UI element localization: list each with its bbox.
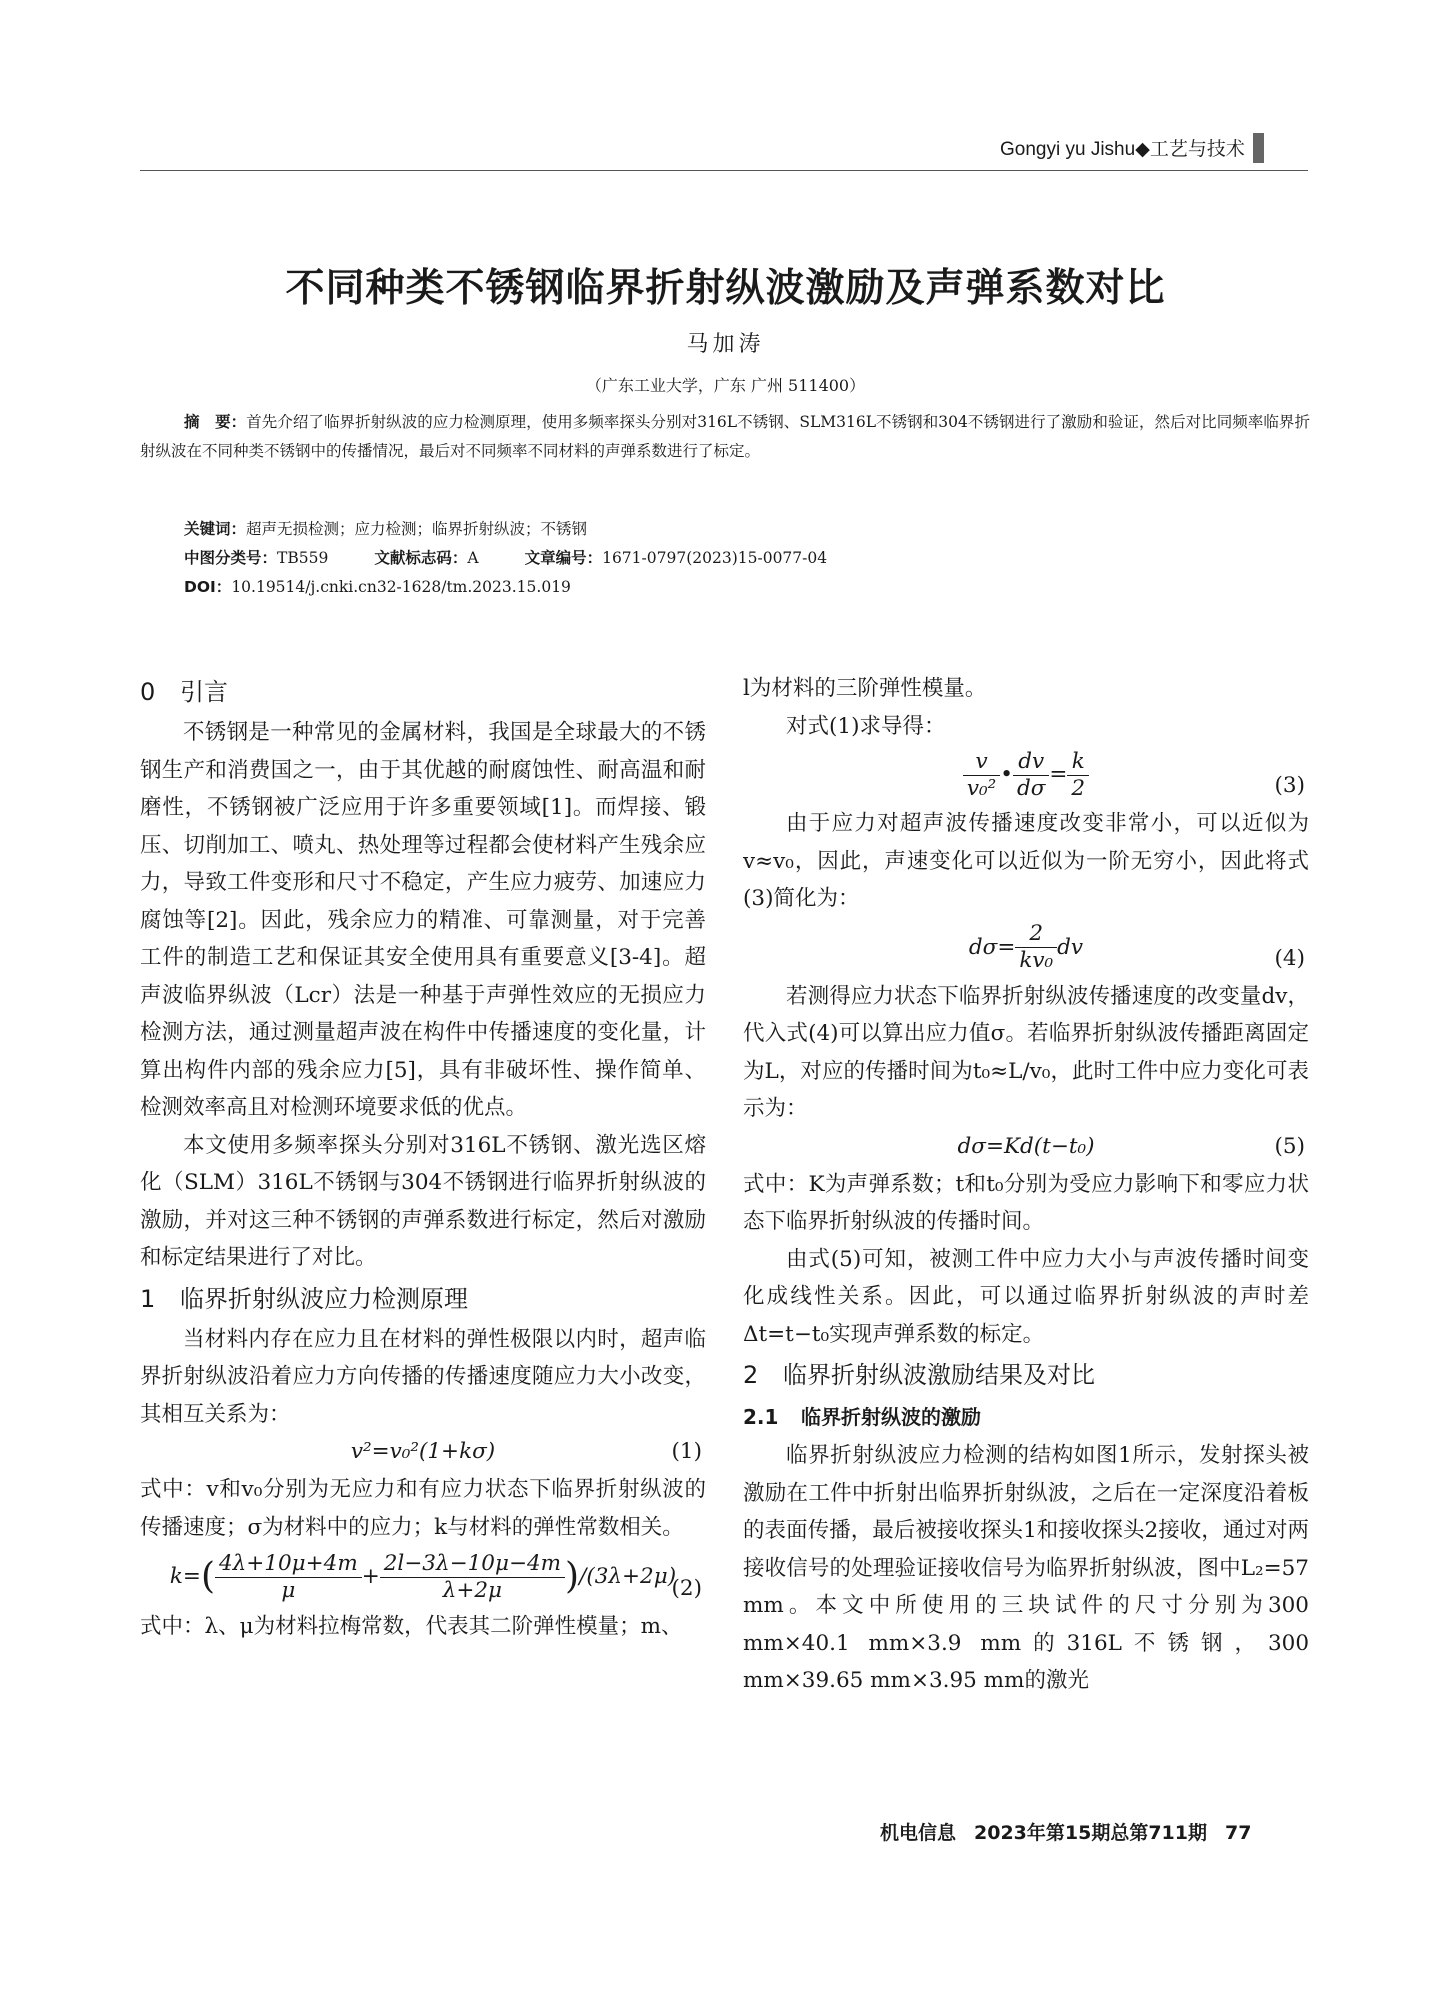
doc-code-label: 文献标志码： xyxy=(374,549,468,567)
paragraph: 式中：K为声弹系数；t和t₀分别为受应力影响下和零应力状态下临界折射纵波的传播时间。 xyxy=(743,1171,1309,1234)
section-heading xyxy=(743,1353,1309,1397)
fraction-numerator: v xyxy=(963,749,1000,776)
paragraph: 不锈钢是一种常见的金属材料，我国是全球最大的不锈钢生产和消费国之一，由于其优越的耐腐蚀性、耐高温和耐磨性，不锈钢被广泛应用于许多重要领域[1]。而焊接、锻压、切削加工、喷丸、热处理等过程都会使材料产生残余应力，导致工件变形和尺寸不稳定，产生应力疲劳、加速应力腐蚀等[2]。因此，残余应力的精准、可靠测量，对于完善工件的制造工艺和保证其安全使用具有重要意义[3-4]。超声波临界纵波（Lcr）法是一种基于声弹性效应的无损应力检测方法，通过测量超声波在构件中传播速度的变化量，计算出构件内部的残余应力[5]，具有非破坏性、操作简单、检测效率高且对检测环境要求低的优点。 xyxy=(140,720,706,1120)
doi-value: 10.19514/j.cnki.cn32-1628/tm.2023.15.019 xyxy=(231,578,571,596)
fraction-denominator: λ+2μ xyxy=(442,1577,503,1603)
abstract xyxy=(140,408,1310,466)
clc-value: TB559 xyxy=(277,549,329,567)
paragraph: 临界折射纵波应力检测的结构如图1所示，发射探头被激励在工件中折射出临界折射纵波，之后在一定深度沿着板的表面传播，最后被接收探头1和接收探头2接收，通过对两接收信号的处理验证接收信号为临界折射纵波，图中L₂=57 mm。本文中所使用的三块试件的尺寸分别为300 mm×40.1 mm×3.9 mm的316L不锈钢，300 mm×39.65 mm×3.95 mm的激光 xyxy=(743,1443,1309,1693)
article-no-value: 1671-0797(2023)15-0077-04 xyxy=(602,549,828,567)
abstract-text: 首先介绍了临界折射纵波的应力检测原理，使用多频率探头分别对316L不锈钢、SLM316L不锈钢和304不锈钢进行了激励和验证，然后对比同频率临界折射纵波在不同种类不锈钢中的传播情况，最后对不同频率不同材料的声弹系数进行了标定。 xyxy=(140,413,1310,460)
doc-code-value: A xyxy=(467,549,479,567)
equation-lhs: k= xyxy=(169,1564,201,1589)
section-title: 临界折射纵波应力检测原理 xyxy=(180,1284,468,1313)
classification-line xyxy=(140,544,1310,573)
paragraph: 当材料内存在应力且在材料的弹性极限以内时，超声临界折射纵波沿着应力方向传播的传播速度随应力大小改变，其相互关系为： xyxy=(140,1326,706,1427)
equals-sign: = xyxy=(1049,762,1068,787)
paragraph: 本文使用多频率探头分别对316L不锈钢、激光选区熔化（SLM）316L不锈钢与304不锈钢进行临界折射纵波的激励，并对这三种不锈钢的声弹系数进行标定，然后对激励和标定结果进行了对比。 xyxy=(140,1132,706,1270)
journal-name: 机电信息 xyxy=(880,1822,957,1844)
issue-info: 2023年第15期总第711期 xyxy=(974,1822,1207,1844)
fraction-denominator: μ xyxy=(281,1577,296,1603)
running-header xyxy=(1000,133,1264,163)
paragraph: 对式(1)求导得： xyxy=(786,713,946,739)
paragraph: 式中：v和v₀分别为无应力和有应力状态下临界折射纵波的传播速度；σ为材料中的应力；k与材料的弹性常数相关。 xyxy=(140,1477,706,1540)
doi-line xyxy=(140,573,1310,602)
header-rule xyxy=(140,170,1308,171)
paragraph: l为材料的三阶弹性模量。 xyxy=(743,676,987,701)
plus-sign: + xyxy=(361,1564,380,1589)
right-column xyxy=(743,670,1309,1700)
keywords xyxy=(140,515,1310,544)
equation-body: v²=v₀²(1+kσ) xyxy=(350,1439,496,1464)
section-title: 引言 xyxy=(180,678,228,706)
section-heading xyxy=(140,670,706,714)
author: 马加涛 xyxy=(686,332,765,357)
fraction-numerator: 4λ+10μ+4m xyxy=(215,1551,362,1578)
section-heading xyxy=(140,1277,706,1321)
equation-body: dσ=Kd(t−t₀) xyxy=(957,1133,1095,1159)
equation-number: (5) xyxy=(1274,1133,1305,1159)
page-footer xyxy=(880,1818,1251,1845)
left-paren-icon: ( xyxy=(200,1556,215,1597)
doi-label: DOI： xyxy=(184,578,232,596)
section-title: 临界折射纵波激励结果及对比 xyxy=(783,1361,1095,1389)
left-column xyxy=(140,670,706,1646)
equation-2 xyxy=(140,1548,706,1606)
article-no-label: 文章编号： xyxy=(524,549,603,567)
right-paren-icon: ) xyxy=(565,1556,580,1597)
subsection-title: 临界折射纵波的激励 xyxy=(801,1405,981,1429)
keywords-label: 关键词： xyxy=(184,520,247,538)
equation-3 xyxy=(743,747,1309,803)
page-number: 77 xyxy=(1225,1822,1252,1844)
equation-rhs: dv xyxy=(1057,934,1084,960)
equation-tail: /(3λ+2μ) xyxy=(579,1564,677,1589)
header-column: 工艺与技术 xyxy=(1149,139,1245,160)
equation-number: (2) xyxy=(671,1576,702,1601)
dot-operator: • xyxy=(1000,762,1013,787)
equation-5 xyxy=(743,1130,1309,1164)
header-bar-icon xyxy=(1253,133,1264,163)
paragraph: 式中：λ、μ为材料拉梅常数，代表其二阶弹性模量；m、 xyxy=(140,1614,683,1639)
fraction-numerator: 2l−3λ−10μ−4m xyxy=(380,1551,565,1578)
paragraph: 由于应力对超声波传播速度改变非常小，可以近似为v≈v₀，因此，声速变化可以近似为一阶无穷小，因此将式(3)简化为： xyxy=(743,811,1309,911)
section-number: 1 xyxy=(140,1284,156,1313)
fraction-denominator: kv₀ xyxy=(1019,948,1054,973)
fraction-denominator: v₀² xyxy=(966,775,997,801)
section-number: 2 xyxy=(743,1361,759,1389)
keywords-text: 超声无损检测；应力检测；临界折射纵波；不锈钢 xyxy=(246,520,588,538)
equation-4 xyxy=(743,920,1309,976)
diamond-icon: ◆ xyxy=(1135,139,1150,160)
section-number: 0 xyxy=(140,678,156,706)
equation-number: (4) xyxy=(1274,945,1305,971)
affiliation: （广东工业大学，广东 广州 511400） xyxy=(585,376,866,395)
subsection-heading xyxy=(743,1397,1309,1437)
paragraph: 若测得应力状态下临界折射纵波传播速度的改变量dv，代入式(4)可以算出应力值σ。若临界折射纵波传播距离固定为L，对应的传播时间为t₀≈L/v₀，此时工件中应力变化可表示为： xyxy=(743,983,1309,1121)
equation-lhs: dσ= xyxy=(968,934,1016,960)
equation-number: (3) xyxy=(1274,773,1305,798)
fraction-denominator: 2 xyxy=(1071,775,1086,801)
abstract-label: 摘 要： xyxy=(184,413,247,431)
fraction-denominator: dσ xyxy=(1016,775,1046,801)
fraction-numerator: k xyxy=(1067,749,1089,776)
clc-label: 中图分类号： xyxy=(184,549,278,567)
paper-title: 不同种类不锈钢临界折射纵波激励及声弹系数对比 xyxy=(285,266,1166,311)
fraction-numerator: dv xyxy=(1013,749,1049,776)
paragraph: 由式(5)可知，被测工件中应力大小与声波传播时间变化成线性关系。因此，可以通过临界折射纵波的声时差Δt=t−t₀实现声弹系数的标定。 xyxy=(743,1246,1309,1347)
equation-1 xyxy=(140,1435,706,1469)
header-pinyin: Gongyi yu Jishu xyxy=(1000,139,1136,160)
subsection-number: 2.1 xyxy=(743,1405,779,1429)
equation-number: (1) xyxy=(671,1439,702,1464)
fraction-numerator: 2 xyxy=(1015,921,1057,948)
